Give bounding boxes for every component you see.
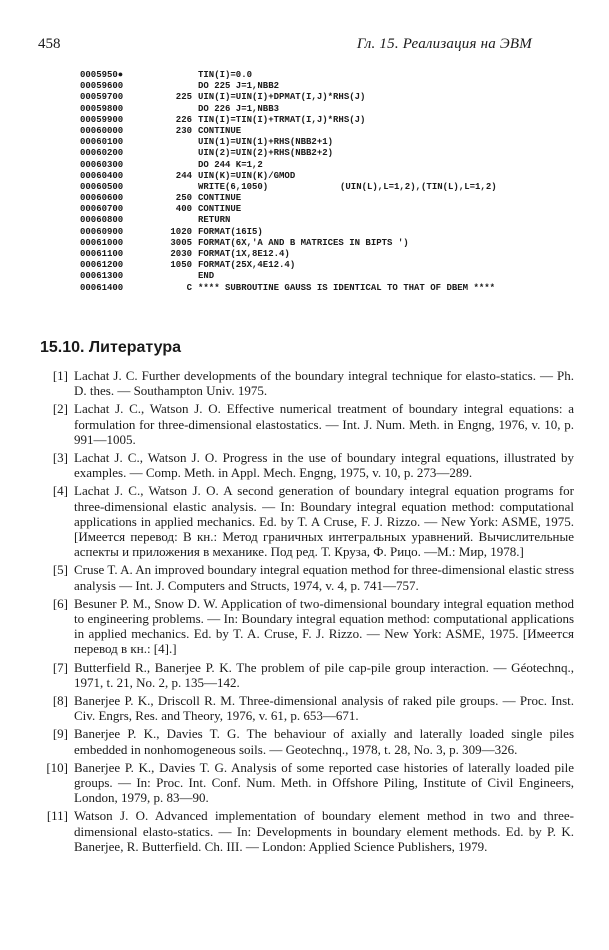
reference-text: Lachat J. C., Watson J. O. Progress in the use of boundary integral equations, illustrated by examples. — Comp. Meth. in Appl. Mech. Engng, 1975, v. 10, p. 273—289. xyxy=(74,450,574,481)
code-continuation: (UIN(L),L=1,2),(TIN(L),L=1,2) xyxy=(340,181,497,192)
reference-number: [11] xyxy=(46,808,68,824)
code-statement-label: 225 xyxy=(175,92,192,103)
code-statement-label: 400 xyxy=(175,204,192,215)
reference-item xyxy=(34,760,574,806)
code-line xyxy=(80,193,580,204)
reference-number: [3] xyxy=(52,450,68,466)
code-line xyxy=(80,215,580,226)
reference-text: Banerjee P. K., Davies T. G. Analysis of some reported case histories of laterally loaded pile groups. — In: Proc. Int. Conf. Num. Meth. in Offshore Piling, Institute of Civil Engineers, London, 1979, p. 83—90. xyxy=(74,759,574,806)
code-statement-label: 230 xyxy=(175,125,192,136)
code-sequence-number: 00061400 xyxy=(80,282,124,293)
code-line xyxy=(80,171,580,182)
reference-number: [7] xyxy=(52,659,68,675)
code-sequence-number: 00059900 xyxy=(80,114,124,125)
code-line xyxy=(80,126,580,137)
code-statement: FORMAT(16I5) xyxy=(198,226,263,237)
code-sequence-number: 00060700 xyxy=(80,204,124,215)
code-line xyxy=(80,104,580,115)
reference-item xyxy=(34,368,574,398)
reference-number: [2] xyxy=(52,401,68,417)
code-sequence-number: 00060900 xyxy=(80,226,124,237)
code-line xyxy=(80,160,580,171)
code-sequence-number: 00060600 xyxy=(80,193,124,204)
code-statement-label: 1050 xyxy=(170,260,192,271)
code-line xyxy=(80,92,580,103)
code-line xyxy=(80,283,580,294)
reference-text: Banerjee P. K., Davies T. G. The behaviour of axially and laterally loaded single piles embedded in nonhomogeneous soils. — Geotechnq., 1978, t. 28, No. 3, p. 309—326. xyxy=(74,726,574,757)
reference-text: Besuner P. M., Snow D. W. Application of two-dimensional boundary integral equation method to engineering problems. — In: Boundary integral equation method: computational applications in applied mechanics. Ed. by T. A. Cruse, F. J. Rizzo. — New York: ASME, 1975. [Имеется перевод в кн.: [4].] xyxy=(74,595,574,657)
code-sequence-number: 00060400 xyxy=(80,170,124,181)
code-sequence-number: 00061300 xyxy=(80,271,124,282)
code-listing xyxy=(80,70,580,294)
code-sequence-number: 00060200 xyxy=(80,148,124,159)
code-sequence-number: 00060000 xyxy=(80,125,124,136)
code-statement: WRITE(6,1050) xyxy=(198,181,269,192)
code-line xyxy=(80,271,580,282)
reference-item xyxy=(34,660,574,690)
reference-number: [10] xyxy=(46,759,68,775)
code-statement-label: 3005 xyxy=(170,237,192,248)
code-line xyxy=(80,115,580,126)
code-sequence-number: 00059700 xyxy=(80,92,124,103)
code-statement: TIN(I)=0.0 xyxy=(198,70,253,80)
page-number: 458 xyxy=(38,36,61,52)
reference-item xyxy=(34,808,574,854)
reference-number: [9] xyxy=(52,726,68,742)
reference-text: Lachat J. C. Further developments of the boundary integral technique for elasto-statics. — Ph. D. thes. — Southampton Univ. 1975. xyxy=(74,368,574,399)
code-line xyxy=(80,204,580,215)
code-statement: FORMAT(25X,4E12.4) xyxy=(198,260,296,271)
code-statement-label: 1020 xyxy=(170,226,192,237)
code-line xyxy=(80,148,580,159)
code-statement-label: 226 xyxy=(175,114,192,125)
code-statement: UIN(2)=UIN(2)+RHS(NBB2+2) xyxy=(198,148,334,159)
code-sequence-number: 0005950● xyxy=(80,70,124,80)
code-statement: FORMAT(6X,'A AND B MATRICES IN BIPTS ') xyxy=(198,237,409,248)
code-statement-label: C xyxy=(186,282,192,293)
code-line xyxy=(80,81,580,92)
code-sequence-number: 00060500 xyxy=(80,181,124,192)
code-statement: DO 226 J=1,NBB3 xyxy=(198,103,280,114)
code-line xyxy=(80,137,580,148)
code-statement: CONTINUE xyxy=(198,204,242,215)
code-statement: DO 244 K=1,2 xyxy=(198,159,263,170)
code-sequence-number: 00060100 xyxy=(80,137,124,148)
code-statement: END xyxy=(198,271,215,282)
reference-number: [6] xyxy=(52,595,68,611)
code-statement: **** SUBROUTINE GAUSS IS IDENTICAL TO THAT OF DBEM **** xyxy=(198,282,496,293)
reference-text: Cruse T. A. An improved boundary integral equation method for three-dimensional elastic stress analysis — Int. J. Computers and Structs, 1974, v. 4, p. 741—757. xyxy=(74,562,574,593)
code-statement: UIN(1)=UIN(1)+RHS(NBB2+1) xyxy=(198,137,334,148)
code-sequence-number: 00061100 xyxy=(80,249,124,259)
reference-item xyxy=(34,401,574,447)
reference-text: Banerjee P. K., Driscoll R. M. Three-dimensional analysis of raked pile groups. — Proc. Inst. Civ. Engrs, Res. and Theory, 1976, v. 61, p. 653—671. xyxy=(74,693,574,724)
reference-list xyxy=(34,368,574,857)
code-statement: UIN(K)=UIN(K)/GMOD xyxy=(198,170,296,181)
reference-item xyxy=(34,562,574,592)
code-statement: CONTINUE xyxy=(198,125,242,136)
code-sequence-number: 00059600 xyxy=(80,81,124,92)
code-sequence-number: 00060800 xyxy=(80,215,124,226)
reference-item xyxy=(34,726,574,756)
code-line xyxy=(80,249,580,260)
reference-number: [4] xyxy=(52,483,68,499)
reference-text: Lachat J. C., Watson J. O. A second generation of boundary integral equation programs for three-dimensional elastic analysis. — In: Boundary integral equation method: computational applications in applied mechanics. Ed. by T. A Cruse, F. J. Rizzo. — New York: ASME, 1975. [Имеется перевод: В кн.: Метод граничных интегральных уравнений. Вычислительные аспекты и приложения в механике. Под ред. Т. Круза, Ф. Рицо. —М.: Мир, 1978.] xyxy=(74,483,574,560)
code-statement: FORMAT(1X,8E12.4) xyxy=(198,249,290,259)
code-statement: UIN(I)=UIN(I)+DPMAT(I,J)*RHS(J) xyxy=(198,92,366,103)
code-line xyxy=(80,260,580,271)
page-header xyxy=(38,36,570,56)
reference-number: [5] xyxy=(52,562,68,578)
code-line xyxy=(80,227,580,238)
code-statement: DO 225 J=1,NBB2 xyxy=(198,81,280,92)
reference-item xyxy=(34,596,574,657)
section-title: 15.10. Литература xyxy=(40,339,181,356)
code-statement: CONTINUE xyxy=(198,193,242,204)
code-statement: TIN(I)=TIN(I)+TRMAT(I,J)*RHS(J) xyxy=(198,114,366,125)
code-sequence-number: 00060300 xyxy=(80,159,124,170)
reference-number: [8] xyxy=(52,693,68,709)
code-statement-label: 250 xyxy=(175,193,192,204)
reference-item xyxy=(34,450,574,480)
code-statement-label: 244 xyxy=(175,170,192,181)
reference-item xyxy=(34,693,574,723)
code-line xyxy=(80,70,580,81)
reference-item xyxy=(34,483,574,559)
code-statement: RETURN xyxy=(198,215,231,226)
running-title: Гл. 15. Реализация на ЭВМ xyxy=(356,36,532,52)
reference-text: Butterfield R., Banerjee P. K. The problem of pile cap-pile group interaction. — Géotechnq., 1971, t. 21, No. 2, p. 135—142. xyxy=(74,659,574,690)
reference-text: Watson J. O. Advanced implementation of boundary element method in two and three-dimensional elasto-statics. — In: Developments in boundary element methods. Ed. by P. K. Banerjee, R. Butterfield. Ch. III. — London: Applied Science Publishers, 1979. xyxy=(74,808,574,854)
code-sequence-number: 00059800 xyxy=(80,103,124,114)
code-line xyxy=(80,182,580,193)
code-line xyxy=(80,238,580,249)
reference-number: [1] xyxy=(52,368,68,383)
code-statement-label: 2030 xyxy=(170,249,192,259)
reference-text: Lachat J. C., Watson J. O. Effective numerical treatment of boundary integral equations: a formulation for three-dimensional elastostatics. — Int. J. Num. Meth. in Engng, 1976, v. 10, p. 991—1005. xyxy=(74,401,574,447)
code-sequence-number: 00061000 xyxy=(80,237,124,248)
code-sequence-number: 00061200 xyxy=(80,260,124,271)
